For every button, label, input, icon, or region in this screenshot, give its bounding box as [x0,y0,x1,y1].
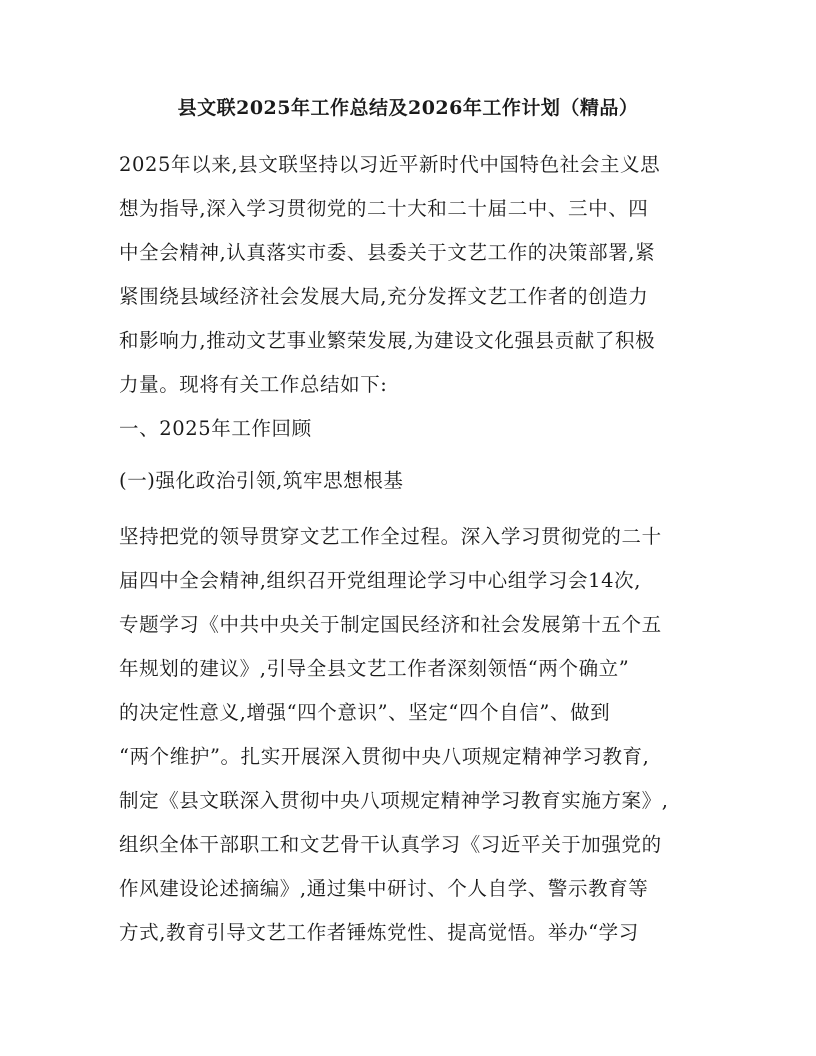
body-line-9: 作风建设论述摘编》,通过集中研讨、个人自学、警示教育等 [119,877,649,900]
section-heading: 一、2025年工作回顾 [119,417,312,440]
body-line-1: 坚持把党的领导贯穿文艺工作全过程。深入学习贯彻党的二十 [119,525,662,548]
intro-line-2: 想为指导,深入学习贯彻党的二十大和二十届二中、三中、四 [119,197,649,220]
subsection-heading: (一)强化政治引领,筑牢思想根基 [119,469,404,492]
body-line-6: “两个维护”。扎实开展深入贯彻中央八项规定精神学习教育, [119,745,650,768]
intro-line-4: 紧围绕县域经济社会发展大局,充分发挥文艺工作者的创造力 [119,285,649,308]
intro-line-5: 和影响力,推动文艺事业繁荣发展,为建设文化强县贡献了积极 [119,329,656,352]
document-title: 县文联2025年工作总结及2026年工作计划（精品） [177,97,639,119]
body-line-5: 的决定性意义,增强“四个意识”、坚定“四个自信”、做到 [119,701,611,724]
body-line-8: 组织全体干部职工和文艺骨干认真学习《习近平关于加强党的 [119,833,662,856]
intro-line-3: 中全会精神,认真落实市委、县委关于文艺工作的决策部署,紧 [119,241,656,264]
intro-line-6: 力量。现将有关工作总结如下: [119,373,388,396]
body-line-7: 制定《县文联深入贯彻中央八项规定精神学习教育实施方案》, [119,789,669,812]
body-line-2: 届四中全会精神,组织召开党组理论学习中心组学习会14次, [119,569,642,592]
body-line-3: 专题学习《中共中央关于制定国民经济和社会发展第十五个五 [119,613,662,636]
intro-line-1: 2025年以来,县文联坚持以习近平新时代中国特色社会主义思 [119,153,661,176]
body-line-10: 方式,教育引导文艺工作者锤炼党性、提高觉悟。举办“学习 [119,921,639,944]
body-line-4: 年规划的建议》,引导全县文艺工作者深刻领悟“两个确立” [119,657,630,680]
